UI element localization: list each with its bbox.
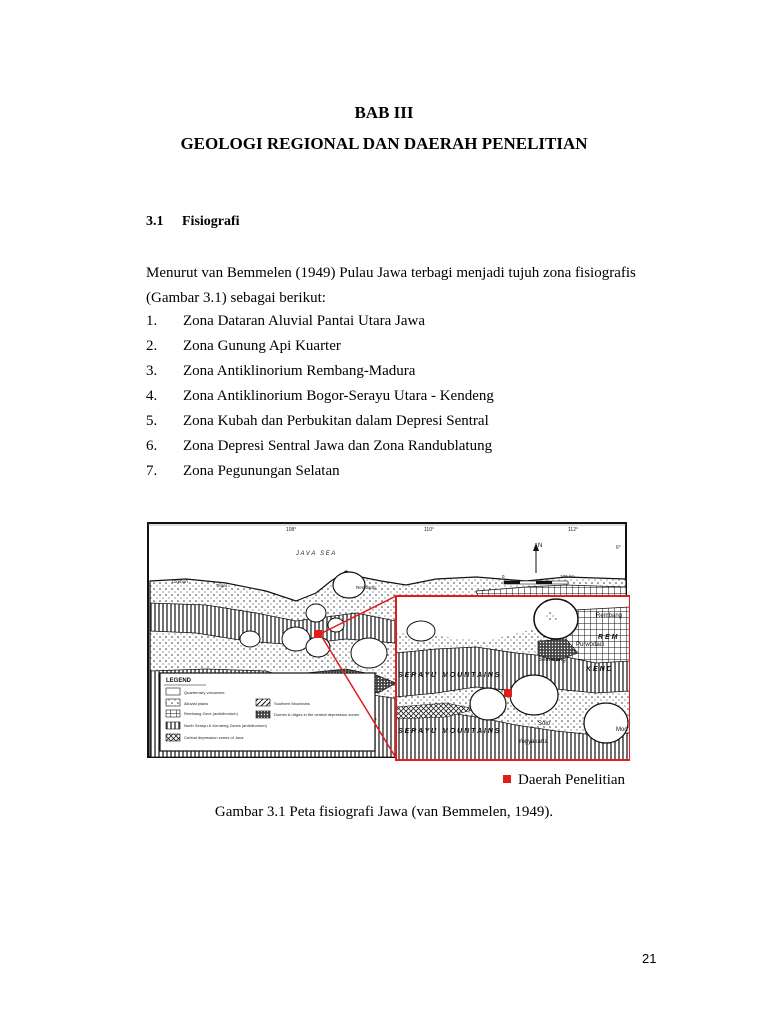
place-label: Tegal [216,583,227,588]
inset-place: Rembang [596,613,623,619]
list-item: 3. Zona Antiklinorium Rembang-Madura [146,363,416,379]
inset-place: Mod [616,727,628,733]
svg-text:Rembang Zone (anticlinorium): Rembang Zone (anticlinorium) [184,711,238,716]
inset-range: R E M [598,634,618,641]
list-item: 1. Zona Dataran Aluvial Pantai Utara Jawa [146,313,425,329]
inset-place: Solo [538,721,551,727]
physiography-map [146,521,630,761]
place-label: Rembang [356,585,376,590]
lon-label: 108° [286,527,297,533]
map-legend [160,673,375,751]
inset-place: Purwodadi [576,642,605,648]
study-area-marker [314,630,322,638]
svg-text:Central depression zones of Ja: Central depression zones of Java [184,735,244,740]
svg-text:N: N [538,543,543,549]
svg-text:North Serayu & Kendeng Zones (: North Serayu & Kendeng Zones (anticlinorium) [184,723,267,728]
svg-text:0: 0 [502,574,505,579]
list-item: 5. Zona Kubah dan Perbukitan dalam Depresi Sentral [146,413,489,429]
figure-legend [503,772,625,789]
svg-text:Alluvial plains: Alluvial plains [184,701,209,706]
figure-caption: Gambar 3.1 Peta fisiografi Jawa (van Bemmelen, 1949). [214,804,554,820]
intro-paragraph: Menurut van Bemmelen (1949) Pulau Jawa terbagi menjadi tujuh zona fisiografis (Gambar 3.1) sebagai berikut: [146,265,636,306]
svg-text:Quarternary volcanoes: Quarternary volcanoes [184,690,225,695]
chapter-label: BAB III [354,103,414,122]
lon-label: 110° [424,527,434,533]
place-label: Cirebon [172,579,188,584]
section-number: 3.1 [146,214,164,229]
list-item: 7. Zona Pegunungan Selatan [146,463,340,479]
inset-range: S E R A Y U M O U N T A I N S [398,728,500,735]
legend-label: Daerah Penelitian [518,772,626,788]
svg-text:LEGEND: LEGEND [166,678,192,684]
svg-text:Southern Mountains: Southern Mountains [274,701,310,706]
sea-label: J A V A S E A [296,551,336,557]
chapter-title: GEOLOGI REGIONAL DAN DAERAH PENELITIAN [180,134,588,153]
section-title: Fisiografi [182,214,240,229]
list-item: 6. Zona Depresi Sentral Jawa dan Zona Randublatung [146,438,493,454]
svg-text:100 km: 100 km [560,574,575,579]
list-item: 2. Zona Gunung Api Kuarter [146,338,341,354]
lon-label: 112° [568,527,578,533]
inset-map [396,596,630,760]
legend-swatch [503,775,511,783]
inset-place: Yogyakarta [518,739,548,745]
lat-label: 6° [616,545,621,551]
list-item: 4. Zona Antiklinorium Bogor-Serayu Utara - Kendeng [146,388,494,404]
svg-text:Domes & ridges in the central: Domes & ridges in the central depression zones [274,712,359,717]
inset-range: S E R A Y U M O U N T A I N S [398,672,500,679]
section-heading [146,214,240,230]
inset-place: Semarang [538,657,566,663]
page-number: 21 [642,951,657,966]
inset-range: K E N D [586,666,612,673]
